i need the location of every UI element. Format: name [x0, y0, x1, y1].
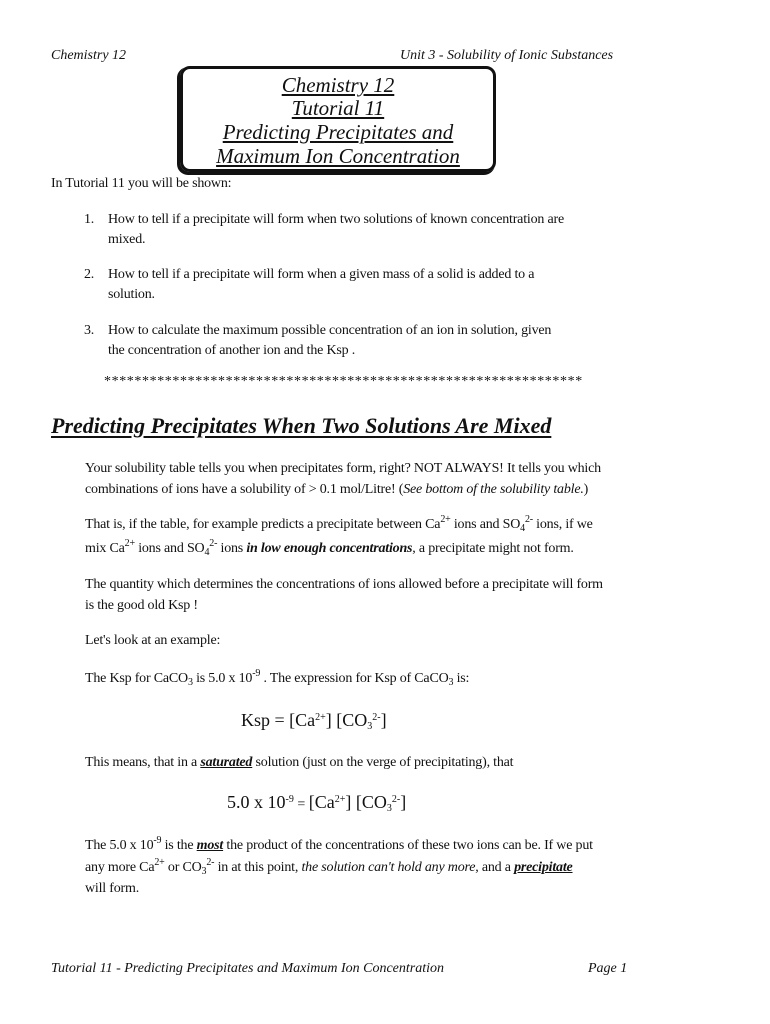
list-text: How to tell if a precipitate will form when two solutions of known concentration are [108, 212, 564, 227]
title-line-1: Chemistry 12 [281, 73, 395, 97]
list-number: 2. [84, 267, 95, 282]
paragraph-ksp-caco3: The Ksp for CaCO$_3$ is 5.0 x $10^{-9}$ . The expression for Ksp of CaCO$_3$ is: [85, 668, 470, 688]
list-text: How to tell if a precipitate will form when a given mass of a solid is added to a [108, 267, 535, 282]
header-left: Chemistry 12 [51, 48, 127, 63]
intro-text: In Tutorial 11 you will be shown: [51, 176, 232, 191]
paragraph-saturated: This means, that in a saturated solution (just on the verge of precipitating), that [85, 755, 514, 770]
ksp-equation-value: 5.0 x $10^{-9} = [Ca^{2+}]$ $[CO_3^{2-}]$ [227, 792, 407, 814]
title-box [180, 66, 496, 172]
title-line-4: Maximum Ion Concentration [216, 144, 460, 168]
header-right: Unit 3 - Solubility of Ionic Substances [400, 48, 614, 63]
star-separator: *************************************************************** [104, 374, 583, 389]
title-line-2: Tutorial 11 [291, 96, 385, 120]
ksp-expression: Ksp = $[Ca^{2+}]$ $[CO_3^{2-}]$ [241, 710, 387, 732]
list-text: How to calculate the maximum possible concentration of an ion in solution, given [108, 323, 552, 338]
list-item [84, 210, 624, 250]
list-text: solution. [108, 287, 155, 302]
section-title: Predicting Precipitates When Two Solutions Are Mixed [51, 413, 552, 438]
footer-left: Tutorial 11 - Predicting Precipitates and Maximum Ion Concentration [51, 961, 444, 976]
paragraph-precipitate-forms: The 5.0 x $10^{-9}$ is the most the product of the concentrations of these two ions can be. If we put any more $Ca^{2+}$ or $CO_3^{2-}$ in at this point, the solution can't hold any more, and a precipitate will form. [85, 835, 593, 896]
list-text: the concentration of another ion and the Ksp . [108, 343, 355, 358]
paragraph-ksp-quantity: The quantity which determines the concentrations of ions allowed before a precipitate will form is the good old Ksp ! [85, 577, 603, 613]
list-number: 1. [84, 212, 95, 227]
list-number: 3. [84, 323, 95, 338]
list-text: mixed. [108, 232, 146, 247]
title-line-3: Predicting Precipitates and [222, 120, 454, 144]
list-item [84, 265, 624, 305]
page-number: Page 1 [588, 961, 628, 976]
paragraph-low-concentrations: That is, if the table, for example predicts a precipitate between $Ca^{2+}$ ions and $SO_4^{2-}$ ions, if we mix $Ca^{2+}$ ions and $SO_4^{2-}$ ions in low enough concentrations, a precipitate might not form. [85, 514, 593, 558]
paragraph-example-intro: Let's look at an example: [85, 633, 221, 648]
list-item [84, 321, 624, 361]
paragraph-solubility-table: Your solubility table tells you when precipitates form, right? NOT ALWAYS! It tells you which combinations of ions have a solubility of > 0.1 mol/Litre! (See bottom of the solubility table.) [85, 461, 601, 497]
